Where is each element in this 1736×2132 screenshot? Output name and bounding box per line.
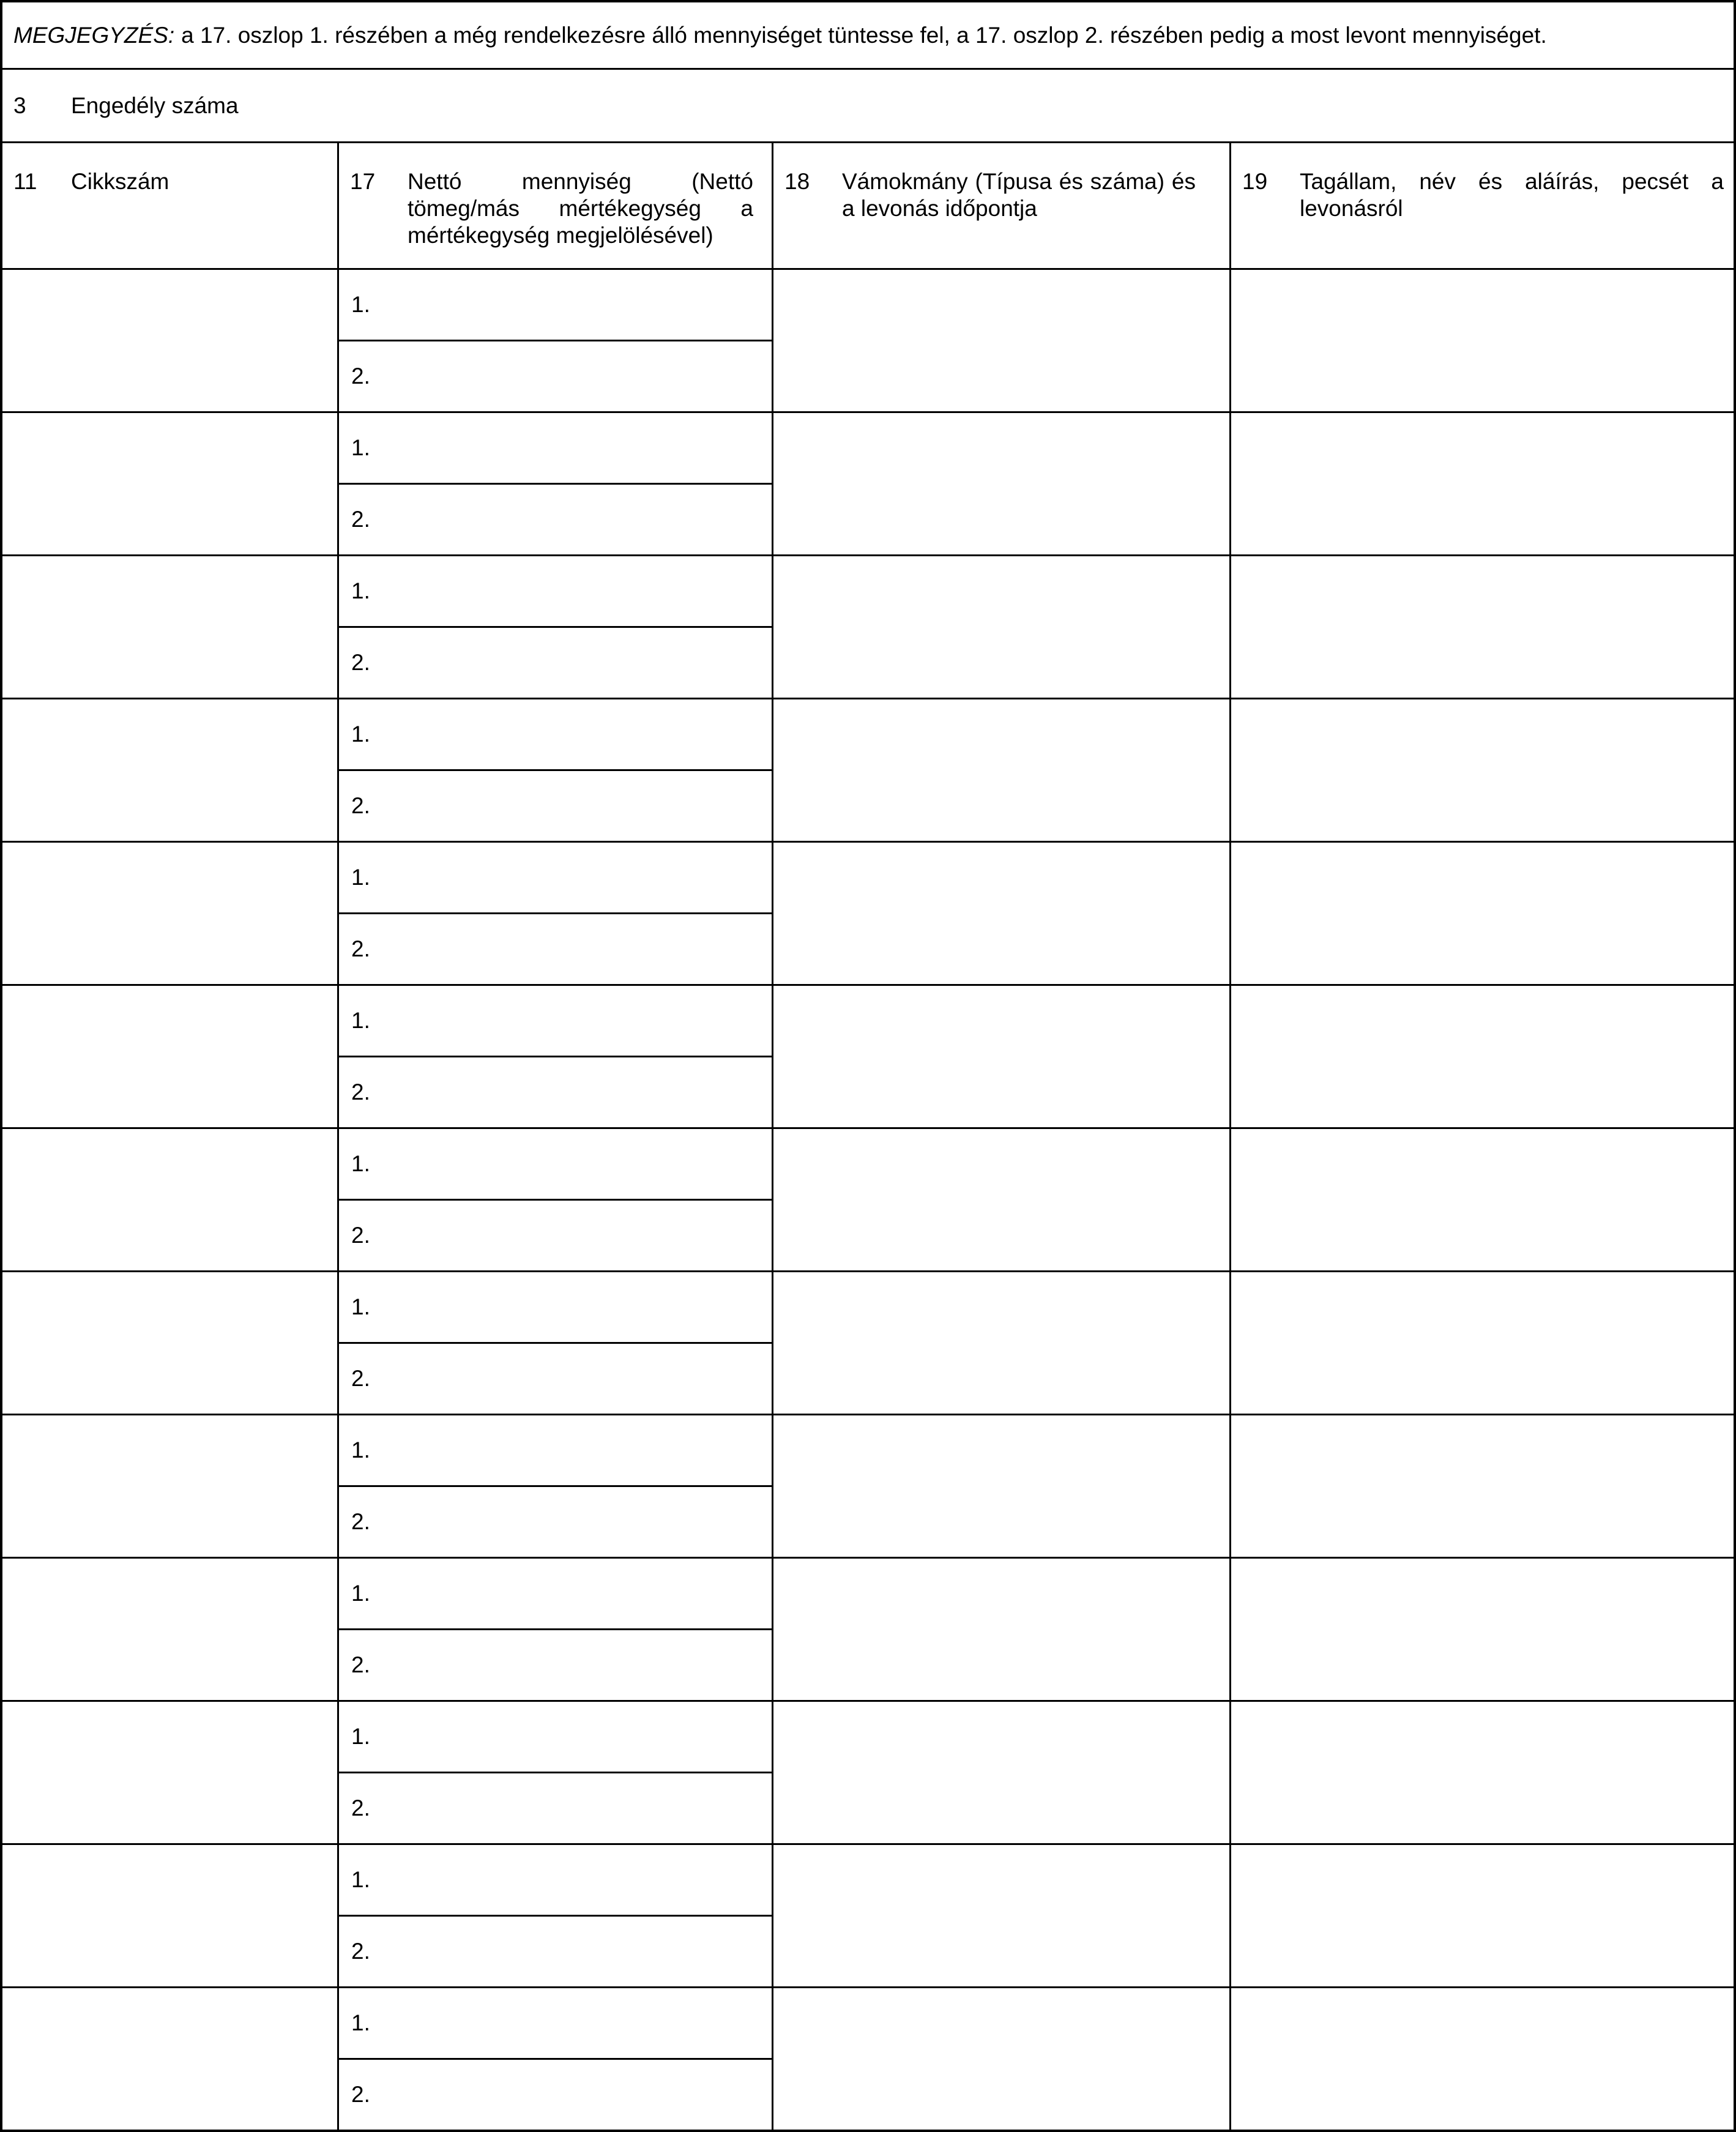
quantity-part-1-label: 1. (351, 1724, 370, 1749)
quantity-part-2-cell (339, 2060, 772, 2130)
customs-document-cell (772, 1988, 1229, 2130)
quantity-part-2-label: 2. (351, 1652, 370, 1677)
member-state-cell (1229, 843, 1734, 984)
item-number-cell (2, 1702, 337, 1843)
note-label: MEGJEGYZÉS: (13, 22, 175, 48)
item-number-cell (2, 1272, 337, 1414)
customs-document-cell (772, 556, 1229, 698)
quantity-part-1-cell (339, 1272, 772, 1344)
member-state-cell (1229, 1988, 1734, 2130)
quantity-part-1-cell (339, 1845, 772, 1917)
quantity-part-2-label: 2. (351, 1509, 370, 1534)
quantity-part-1-label: 1. (351, 578, 370, 603)
net-quantity-cell (337, 986, 772, 1127)
table-row (2, 1127, 1734, 1270)
quantity-part-2-cell (339, 1344, 772, 1414)
table-body (2, 268, 1734, 2130)
quantity-part-1-label: 1. (351, 1437, 370, 1463)
header-number-11: 11 (13, 169, 37, 194)
quantity-part-1-label: 1. (351, 1294, 370, 1319)
quantity-part-1-label: 1. (351, 1867, 370, 1892)
header-cell-member-state (1229, 143, 1734, 268)
member-state-cell (1229, 1272, 1734, 1414)
net-quantity-cell (337, 1559, 772, 1700)
customs-document-cell (772, 1129, 1229, 1270)
table-row (2, 841, 1734, 984)
quantity-part-2-cell (339, 1630, 772, 1700)
customs-document-cell (772, 1559, 1229, 1700)
quantity-part-2-cell (339, 1487, 772, 1557)
customs-document-cell (772, 1845, 1229, 1986)
table-row (2, 984, 1734, 1127)
table-row (2, 1700, 1734, 1843)
quantity-part-2-cell (339, 1773, 772, 1843)
quantity-part-1-label: 1. (351, 721, 370, 747)
quantity-part-2-cell (339, 1057, 772, 1127)
quantity-part-1-cell (339, 843, 772, 914)
quantity-part-1-label: 1. (351, 2010, 370, 2035)
quantity-part-2-cell (339, 1201, 772, 1270)
net-quantity-cell (337, 1415, 772, 1557)
net-quantity-cell (337, 270, 772, 411)
net-quantity-cell (337, 1845, 772, 1986)
header-label-member-state: Tagállam, név és aláírás, pecsét a levonásról (1300, 169, 1724, 221)
quantity-part-2-cell (339, 1917, 772, 1986)
permit-number: 3 (13, 92, 26, 118)
net-quantity-cell (337, 1272, 772, 1414)
quantity-part-1-cell (339, 1988, 772, 2060)
customs-document-cell (772, 699, 1229, 841)
quantity-part-2-cell (339, 485, 772, 554)
header-label-item-number: Cikkszám (71, 169, 170, 194)
quantity-part-2-label: 2. (351, 507, 370, 532)
header-cell-item-number (2, 143, 337, 268)
item-number-cell (2, 413, 337, 554)
member-state-cell (1229, 1702, 1734, 1843)
member-state-cell (1229, 413, 1734, 554)
net-quantity-cell (337, 413, 772, 554)
item-number-cell (2, 1845, 337, 1986)
item-number-cell (2, 270, 337, 411)
quantity-part-1-cell (339, 270, 772, 341)
quantity-part-2-label: 2. (351, 1366, 370, 1391)
net-quantity-cell (337, 843, 772, 984)
quantity-part-1-label: 1. (351, 1151, 370, 1176)
quantity-part-2-label: 2. (351, 793, 370, 818)
quantity-part-1-cell (339, 1415, 772, 1487)
customs-document-cell (772, 270, 1229, 411)
quantity-part-1-cell (339, 1559, 772, 1630)
table-row (2, 1414, 1734, 1557)
quantity-part-1-cell (339, 413, 772, 485)
item-number-cell (2, 556, 337, 698)
net-quantity-cell (337, 1702, 772, 1843)
net-quantity-cell (337, 1129, 772, 1270)
item-number-cell (2, 1988, 337, 2130)
item-number-cell (2, 1415, 337, 1557)
table-row (2, 1843, 1734, 1986)
note-row (2, 2, 1734, 68)
quantity-part-2-label: 2. (351, 2082, 370, 2107)
quantity-part-1-label: 1. (351, 292, 370, 317)
quantity-part-1-cell (339, 1129, 772, 1201)
header-number-19: 19 (1242, 169, 1268, 194)
header-number-18: 18 (784, 169, 810, 194)
net-quantity-cell (337, 1988, 772, 2130)
quantity-part-2-label: 2. (351, 363, 370, 389)
member-state-cell (1229, 1415, 1734, 1557)
table-row (2, 268, 1734, 411)
table-header-row (2, 141, 1734, 268)
quantity-part-2-label: 2. (351, 1939, 370, 1964)
quantity-part-2-cell (339, 341, 772, 411)
quantity-part-1-cell (339, 986, 772, 1057)
table-row (2, 1557, 1734, 1700)
member-state-cell (1229, 699, 1734, 841)
member-state-cell (1229, 986, 1734, 1127)
member-state-cell (1229, 1129, 1734, 1270)
header-cell-customs-document (772, 143, 1229, 268)
header-label-net-quantity: Nettó mennyiség (Nettó tömeg/más mértékegység a mértékegység megjelölésével) (408, 169, 753, 248)
quantity-part-2-label: 2. (351, 1079, 370, 1105)
item-number-cell (2, 843, 337, 984)
note-text: a 17. oszlop 1. részében a még rendelkezésre álló mennyiséget tüntesse fel, a 17. oszlop 2. részében pedig a most levont mennyiséget. (181, 22, 1547, 48)
net-quantity-cell (337, 556, 772, 698)
item-number-cell (2, 1559, 337, 1700)
item-number-cell (2, 986, 337, 1127)
customs-document-cell (772, 986, 1229, 1127)
table-row (2, 698, 1734, 841)
item-number-cell (2, 699, 337, 841)
table-row (2, 411, 1734, 554)
item-number-cell (2, 1129, 337, 1270)
member-state-cell (1229, 1845, 1734, 1986)
quantity-part-1-label: 1. (351, 1008, 370, 1033)
header-number-17: 17 (350, 169, 376, 194)
quantity-part-1-label: 1. (351, 1581, 370, 1606)
quantity-part-1-label: 1. (351, 435, 370, 460)
table-row (2, 1986, 1734, 2130)
permit-number-row (2, 68, 1734, 141)
customs-document-cell (772, 1415, 1229, 1557)
quantity-part-2-label: 2. (351, 1795, 370, 1821)
quantity-part-2-label: 2. (351, 650, 370, 675)
permit-label: Engedély száma (71, 92, 239, 118)
table-row (2, 554, 1734, 698)
quantity-part-1-cell (339, 1702, 772, 1773)
quantity-part-2-cell (339, 628, 772, 698)
header-label-customs-document: Vámokmány (Típusa és száma) és a levonás időpontja (842, 169, 1196, 221)
quantity-part-1-label: 1. (351, 865, 370, 890)
quantity-part-2-cell (339, 771, 772, 841)
quantity-part-1-cell (339, 699, 772, 771)
member-state-cell (1229, 270, 1734, 411)
customs-document-cell (772, 843, 1229, 984)
quantity-part-2-label: 2. (351, 936, 370, 961)
member-state-cell (1229, 556, 1734, 698)
quantity-part-2-cell (339, 914, 772, 984)
table-row (2, 1270, 1734, 1414)
header-cell-net-quantity (337, 143, 772, 268)
quantity-part-1-cell (339, 556, 772, 628)
customs-document-cell (772, 413, 1229, 554)
net-quantity-cell (337, 699, 772, 841)
quantity-part-2-label: 2. (351, 1223, 370, 1248)
customs-document-cell (772, 1272, 1229, 1414)
customs-document-cell (772, 1702, 1229, 1843)
member-state-cell (1229, 1559, 1734, 1700)
